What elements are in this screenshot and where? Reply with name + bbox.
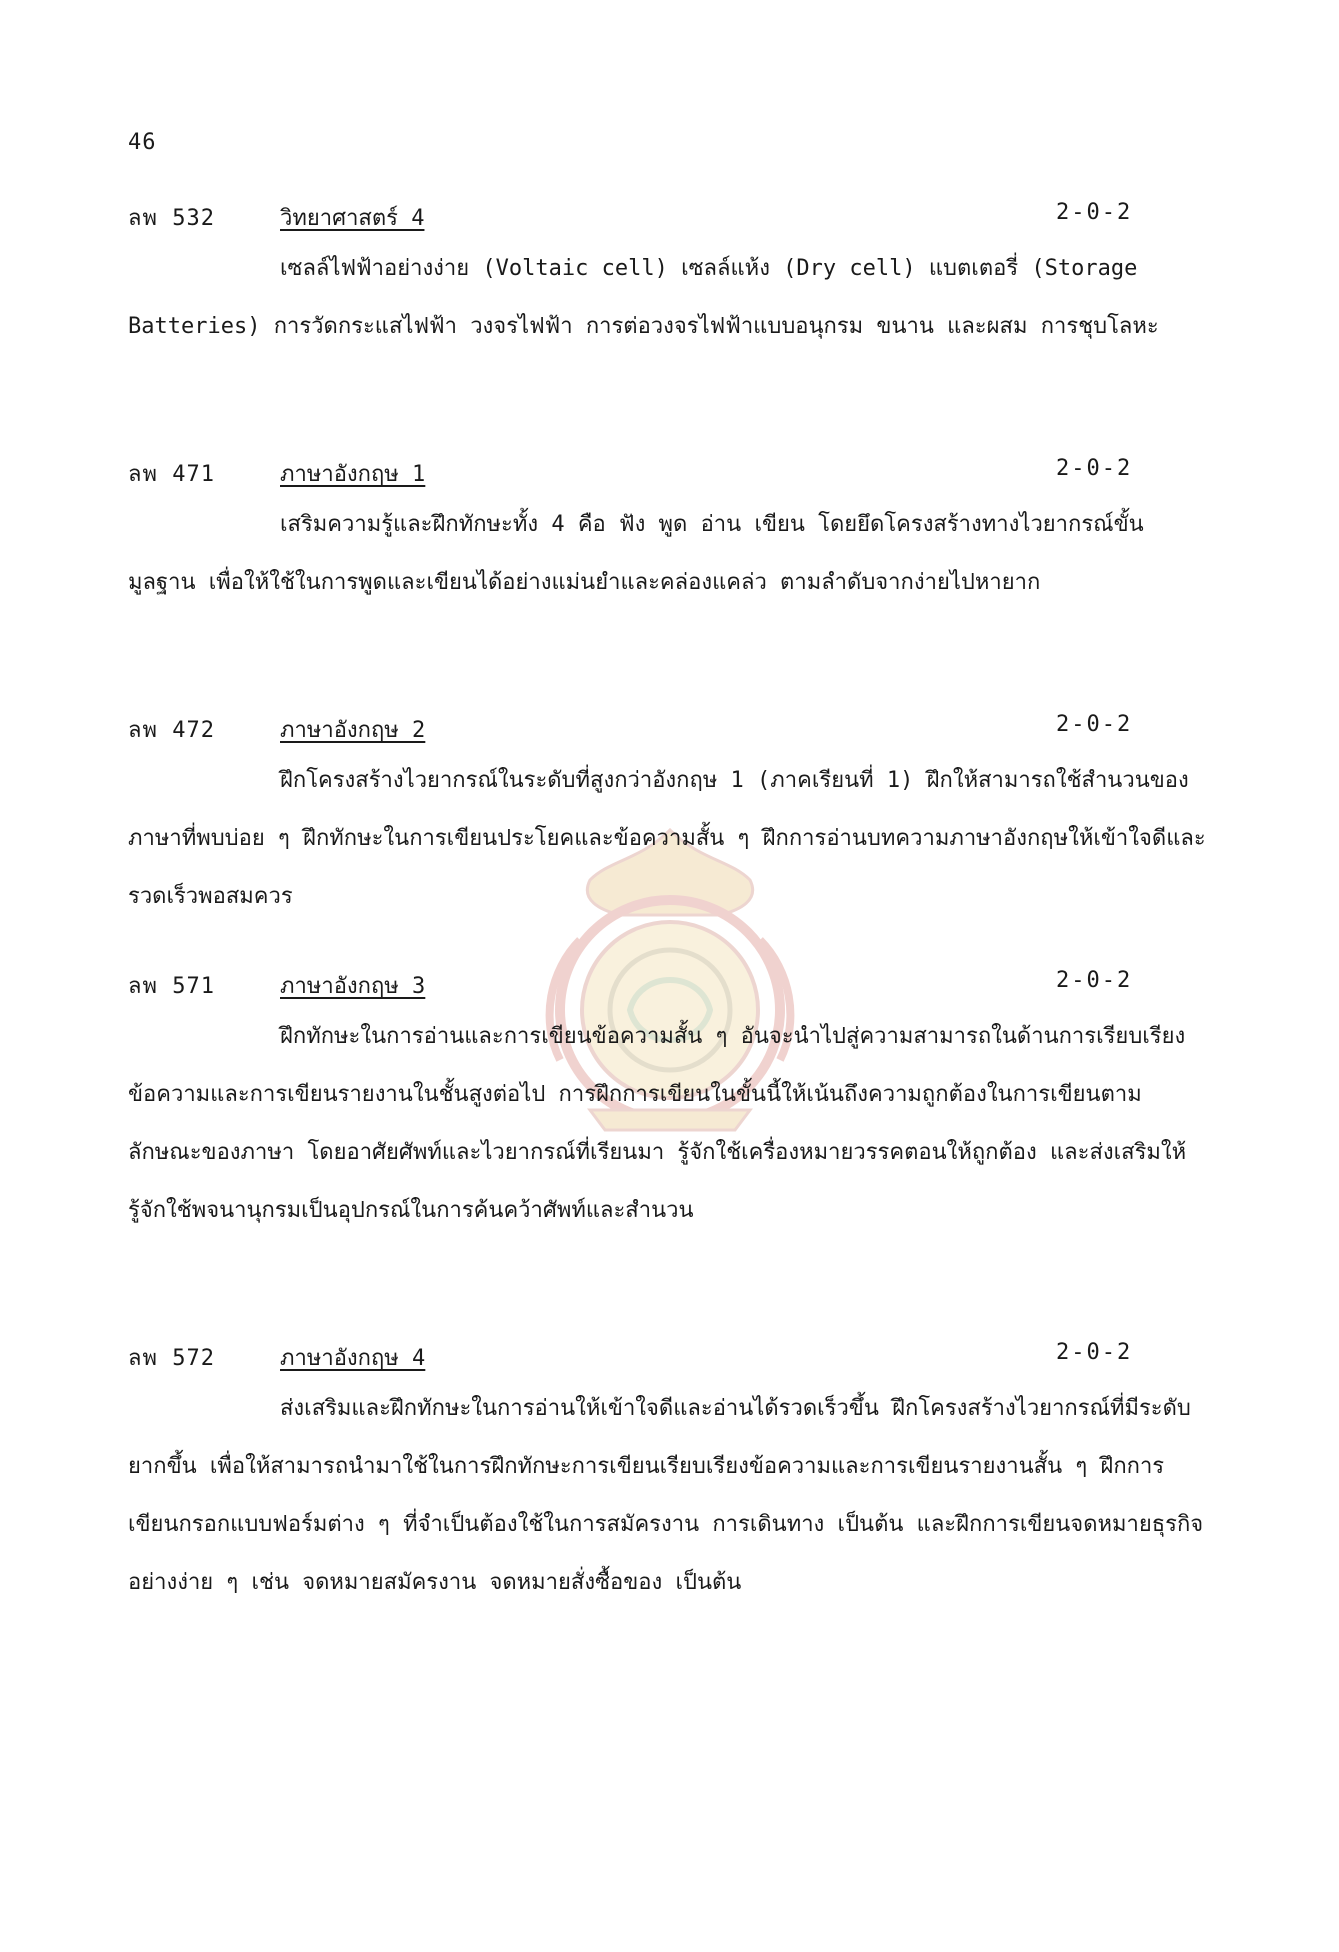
course-header xyxy=(128,200,1208,240)
course-header xyxy=(128,968,1208,1008)
course-code: ลพ 471 xyxy=(128,462,215,487)
course-entry xyxy=(128,968,1208,1240)
course-entry xyxy=(128,456,1208,612)
course-entry xyxy=(128,1340,1208,1612)
course-title: วิทยาศาสตร์ 4 xyxy=(280,206,425,231)
course-description xyxy=(128,752,1208,926)
course-description xyxy=(128,1380,1208,1612)
course-credit: 2-0-2 xyxy=(1056,200,1133,225)
course-title: ภาษาอังกฤษ 4 xyxy=(280,1346,426,1371)
course-credit: 2-0-2 xyxy=(1056,456,1133,481)
course-header xyxy=(128,456,1208,496)
course-title: ภาษาอังกฤษ 1 xyxy=(280,462,426,487)
course-description-text: ฝึกทักษะในการอ่านและการเขียนข้อความสั้น ๆ อันจะนำไปสู่ความสามารถในด้านการเรียบเรียงข้อความและการเขียนรายงานในชั้นสูงต่อไป การฝึกการเขียนในขั้นนี้ให้เน้นถึงความถูกต้องในการเขียนตามลักษณะของภาษา โดยอาศัยศัพท์และไวยากรณ์ที่เรียนมา รู้จักใช้เครื่องหมายวรรคตอนให้ถูกต้อง และส่งเสริมให้รู้จักใช้พจนานุกรมเป็นอุปกรณ์ในการค้นคว้าศัพท์และสำนวน xyxy=(128,1024,1187,1223)
course-description xyxy=(128,1008,1208,1240)
course-code: ลพ 572 xyxy=(128,1346,215,1371)
course-code: ลพ 472 xyxy=(128,718,215,743)
course-description-text: ส่งเสริมและฝึกทักษะในการอ่านให้เข้าใจดีและอ่านได้รวดเร็วขึ้น ฝึกโครงสร้างไวยากรณ์ที่มีระดับยากขึ้น เพื่อให้สามารถนำมาใช้ในการฝึกทักษะการเขียนเรียบเรียงข้อความและการเขียนรายงานสั้น ๆ ฝึกการเขียนกรอกแบบฟอร์มต่าง ๆ ที่จำเป็นต้องใช้ในการสมัครงาน การเดินทาง เป็นต้น และฝึกการเขียนจดหมายธุรกิจอย่างง่าย ๆ เช่น จดหมายสมัครงาน จดหมายสั่งซื้อของ เป็นต้น xyxy=(128,1396,1204,1595)
course-entry xyxy=(128,200,1208,356)
course-description-text: ฝึกโครงสร้างไวยากรณ์ในระดับที่สูงกว่าอังกฤษ 1 (ภาคเรียนที่ 1) ฝึกให้สามารถใช้สำนวนของภาษาที่พบบ่อย ๆ ฝึกทักษะในการเขียนประโยคและข้อความสั้น ๆ ฝึกการอ่านบทความภาษาอังกฤษให้เข้าใจดีและรวดเร็วพอสมควร xyxy=(128,768,1206,909)
course-credit: 2-0-2 xyxy=(1056,1340,1133,1365)
course-description-text: เซลล์ไฟฟ้าอย่างง่าย (Voltaic cell) เซลล์แห้ง (Dry cell) แบตเตอรี่ (Storage Batteries) การวัดกระแสไฟฟ้า วงจรไฟฟ้า การต่อวงจรไฟฟ้าแบบอนุกรม ขนาน และผสม การชุบโลหะ xyxy=(128,256,1159,339)
course-description xyxy=(128,240,1208,356)
page-number: 46 xyxy=(128,130,157,155)
course-entry xyxy=(128,712,1208,926)
course-header xyxy=(128,1340,1208,1380)
course-code: ลพ 532 xyxy=(128,206,215,231)
course-description xyxy=(128,496,1208,612)
course-title: ภาษาอังกฤษ 2 xyxy=(280,718,426,743)
course-header xyxy=(128,712,1208,752)
course-title: ภาษาอังกฤษ 3 xyxy=(280,974,426,999)
course-description-text: เสริมความรู้และฝึกทักษะทั้ง 4 คือ ฟัง พูด อ่าน เขียน โดยยึดโครงสร้างทางไวยากรณ์ขั้นมูลฐาน เพื่อให้ใช้ในการพูดและเขียนได้อย่างแม่นยำและคล่องแคล่ว ตามลำดับจากง่ายไปหายาก xyxy=(128,512,1144,595)
course-code: ลพ 571 xyxy=(128,974,215,999)
course-credit: 2-0-2 xyxy=(1056,712,1133,737)
course-credit: 2-0-2 xyxy=(1056,968,1133,993)
